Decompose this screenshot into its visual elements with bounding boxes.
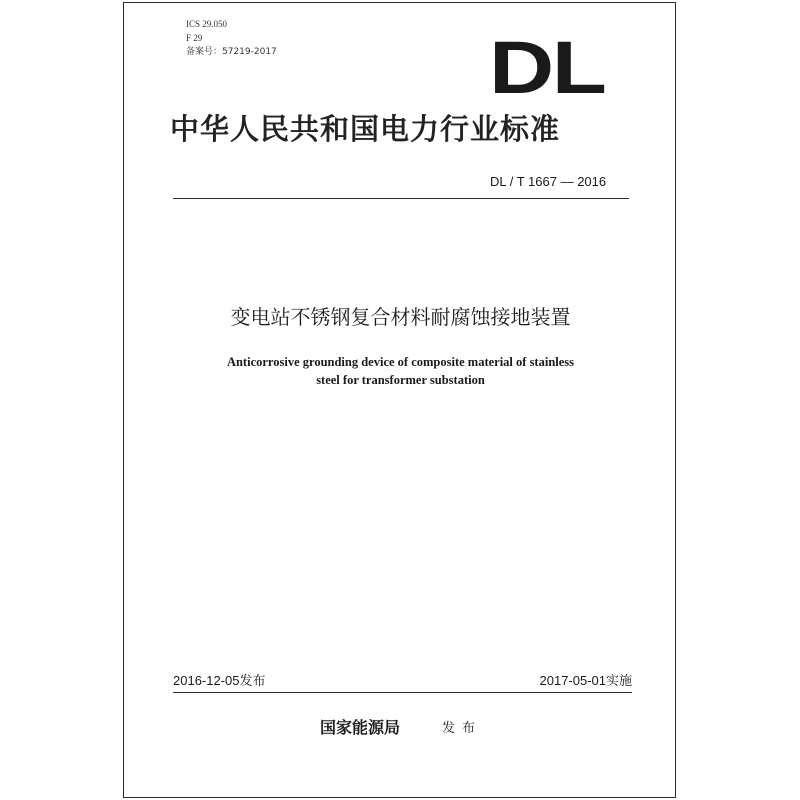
ics-code: ICS 29.050 xyxy=(186,19,228,29)
classification-block xyxy=(186,17,277,59)
document-title-english xyxy=(124,353,677,389)
standard-category-title: 中华人民共和国电力行业标准 xyxy=(170,112,561,146)
filing-number: 备案号：57219-2017 xyxy=(186,47,277,57)
standard-cover-page xyxy=(123,2,676,798)
bottom-divider xyxy=(173,692,632,693)
top-divider xyxy=(173,198,629,199)
issue-date: 2016-12-05发布 xyxy=(173,673,266,688)
english-title-line-2: steel for transformer substation xyxy=(316,373,485,387)
publish-label: 发布 xyxy=(442,721,483,736)
standard-number: DL / T 1667 — 2016 xyxy=(490,174,607,189)
dl-logo: DL xyxy=(489,26,605,109)
english-title-line-1: Anticorrosive grounding device of composite material of stainless xyxy=(226,355,575,369)
issuing-authority: 国家能源局 xyxy=(320,718,401,737)
document-title-chinese: 变电站不锈钢复合材料耐腐蚀接地装置 xyxy=(230,305,571,329)
category-code: F 29 xyxy=(186,33,203,43)
implementation-date: 2017-05-01实施 xyxy=(539,673,632,688)
